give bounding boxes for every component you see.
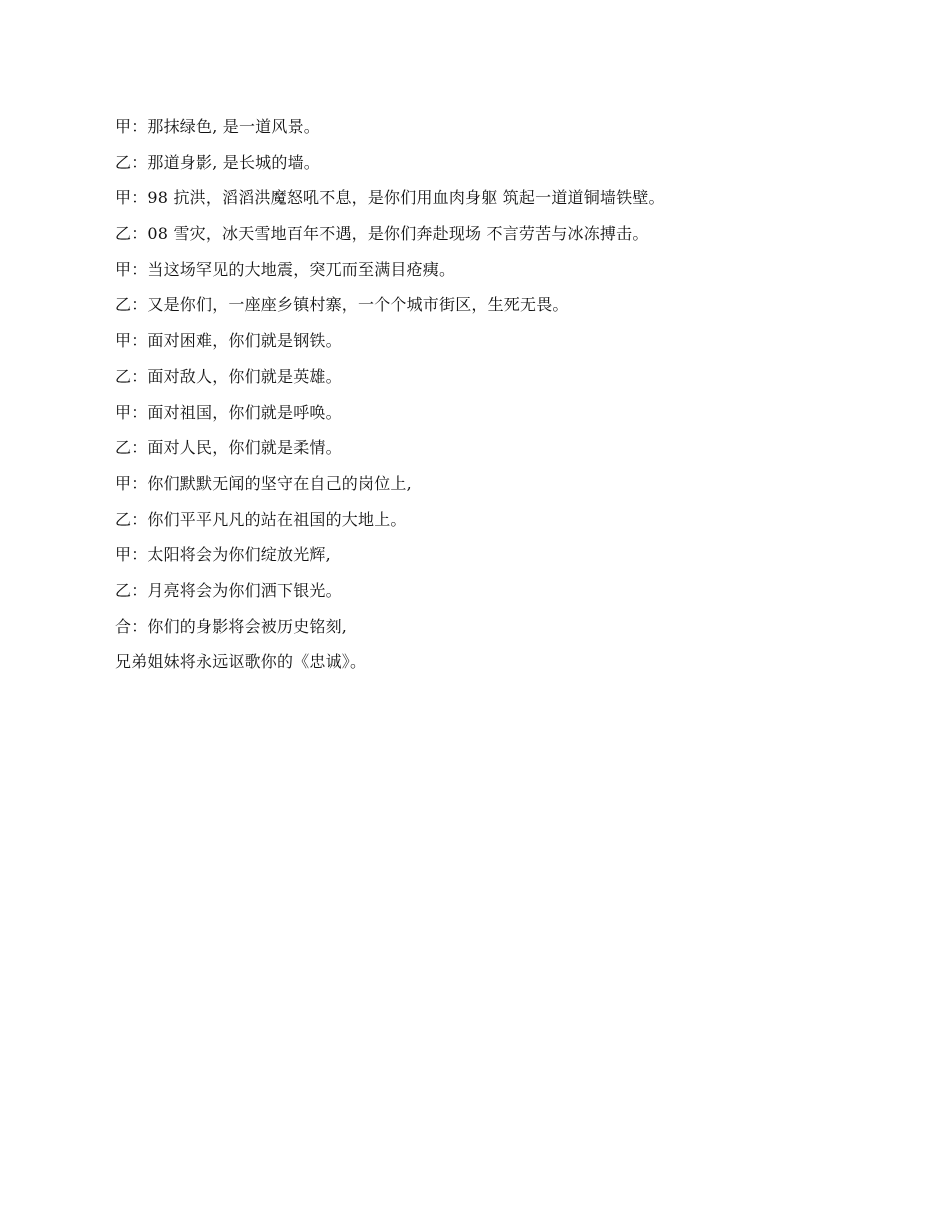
text-line: 乙：又是你们，一座座乡镇村寨，一个个城市街区，生死无畏。 [115,295,569,315]
text-line: 甲：面对祖国，你们就是呼唤。 [115,402,342,422]
text-line: 乙：面对人民，你们就是柔情。 [115,438,342,458]
text-line: 甲：太阳将会为你们绽放光辉, [115,545,331,565]
document-body [115,109,895,680]
text-line: 甲：面对困难，你们就是钢铁。 [115,331,342,351]
text-line: 合：你们的身影将会被历史铭刻, [115,616,348,636]
text-line: 兄弟姐妹将永远讴歌你的《忠诚》。 [115,652,367,672]
text-line: 甲：当这场罕见的大地震，突兀而至满目疮痍。 [115,259,456,279]
text-line: 甲：98 抗洪，滔滔洪魔怒吼不息，是你们用血肉身躯 筑起一道道铜墙铁壁。 [115,188,665,208]
text-line: 甲：那抹绿色, 是一道风景。 [115,117,320,136]
text-line: 乙：月亮将会为你们洒下银光。 [115,580,342,600]
text-line: 乙：那道身影, 是长城的墙。 [115,152,320,172]
text-line: 甲：你们默默无闻的坚守在自己的岗位上, [115,473,412,493]
text-line: 乙：你们平平凡凡的站在祖国的大地上。 [115,509,407,529]
text-line: 乙：08 雪灾，冰天雪地百年不遇，是你们奔赴现场 不言劳苦与冰冻搏击。 [115,224,649,244]
text-line: 乙：面对敌人，你们就是英雄。 [115,366,342,386]
